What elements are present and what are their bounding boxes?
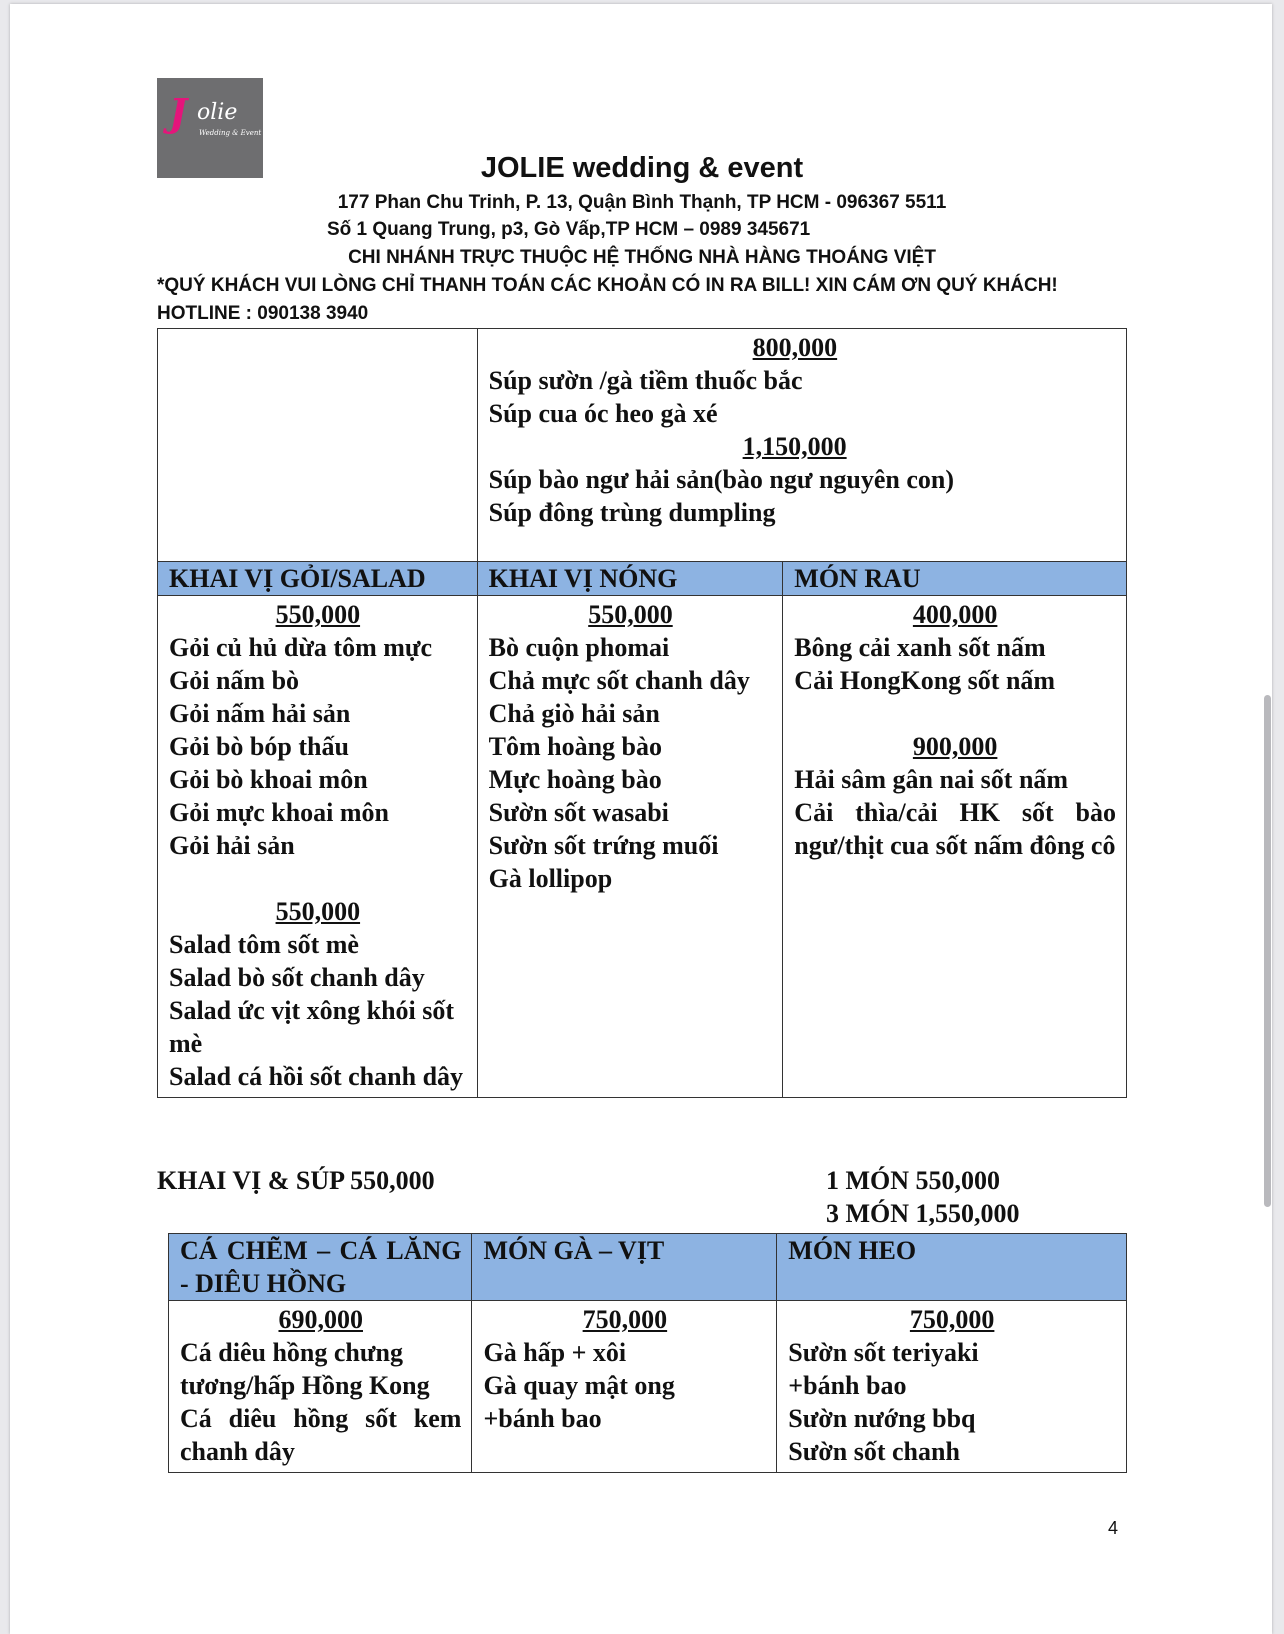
chicken-duck-cell <box>472 1301 777 1473</box>
price-label: 400,000 <box>912 600 998 629</box>
spacer <box>169 862 467 895</box>
appetizer-soup-price: KHAI VỊ & SÚP 550,000 <box>157 1166 435 1195</box>
menu-item: Hải sâm gân nai sốt nấm <box>794 765 1069 794</box>
menu-item: Cải HongKong sốt nấm <box>794 666 1056 695</box>
price-label: 550,000 <box>275 897 361 926</box>
price-label: 750,000 <box>582 1305 668 1334</box>
column-header: MÓN RAU <box>783 562 1127 596</box>
hot-appetizer-cell <box>477 596 783 1098</box>
column-header: MÓN GÀ – VỊT <box>472 1234 777 1301</box>
price-label: 1,150,000 <box>742 432 847 461</box>
menu-item: Gà quay mật ong +bánh bao <box>483 1371 675 1433</box>
menu-item: Gà hấp + xôi <box>483 1338 627 1367</box>
menu-item: Gỏi củ hủ dừa tôm mực <box>169 633 433 662</box>
payment-notice: *QUÝ KHÁCH VUI LÒNG CHỈ THANH TOÁN CÁC KHOẢN CÓ IN RA BILL! XIN CÁM ƠN QUÝ KHÁCH! <box>157 275 1058 296</box>
menu-item: Salad ức vịt xông khói sốt mè <box>169 996 455 1058</box>
page-title: JOLIE wedding & event <box>480 152 804 184</box>
menu-item: Gỏi nấm hải sản <box>169 699 351 728</box>
vertical-scrollbar[interactable] <box>1264 695 1271 1207</box>
table-row <box>169 1301 1127 1473</box>
column-header: KHAI VỊ NÓNG <box>477 562 783 596</box>
menu-item: Gà lollipop <box>488 864 613 893</box>
menu-item: Gỏi mực khoai môn <box>169 798 390 827</box>
logo-word: olie <box>197 100 238 125</box>
address-line-2: Số 1 Quang Trung, p3, Gò Vấp,TP HCM – 0989 345671 <box>327 219 811 240</box>
pork-cell <box>777 1301 1127 1473</box>
price-label: 550,000 <box>275 600 361 629</box>
price-label: 750,000 <box>909 1305 995 1334</box>
menu-item: Sườn sốt trứng muối <box>488 831 719 860</box>
menu-item: Sườn sốt teriyaki +bánh bao <box>788 1338 979 1400</box>
hotline: HOTLINE : 090138 3940 <box>157 303 369 324</box>
empty-cell <box>158 329 478 562</box>
menu-table-mains <box>168 1233 1127 1473</box>
menu-item: Mực hoàng bào <box>488 765 662 794</box>
menu-item: Gỏi bò bóp thấu <box>169 732 349 761</box>
table-row <box>158 596 1127 1098</box>
price-three-dishes: 3 MÓN 1,550,000 <box>826 1199 1020 1228</box>
menu-item: Cá diêu hồng chưng tương/hấp Hồng Kong <box>180 1338 430 1400</box>
menu-item: Sườn nướng bbq <box>788 1404 976 1433</box>
table-row-soup <box>158 329 1127 562</box>
page-number: 4 <box>1108 1518 1119 1538</box>
column-header: KHAI VỊ GỎI/SALAD <box>158 562 478 596</box>
price-label: 800,000 <box>752 333 838 362</box>
menu-item: Bông cải xanh sốt nấm <box>794 633 1046 662</box>
price-one-dish: 1 MÓN 550,000 <box>826 1166 1001 1195</box>
menu-item: Salad cá hồi sốt chanh dây <box>169 1062 464 1091</box>
table-header-row <box>169 1234 1127 1301</box>
menu-item: Sườn sốt chanh <box>788 1437 960 1466</box>
menu-item: Súp bào ngư hải sản(bào ngư nguyên con) <box>488 465 955 494</box>
address-line-1: 177 Phan Chu Trinh, P. 13, Quận Bình Thạnh, TP HCM - 096367 5511 <box>337 192 947 213</box>
vegetable-cell <box>783 596 1127 1098</box>
fish-cell <box>169 1301 472 1473</box>
column-header <box>169 1234 472 1301</box>
menu-item: Súp đông trùng dumpling <box>488 498 776 527</box>
menu-item: Chả giò hải sản <box>488 699 660 728</box>
menu-item: Bò cuộn phomai <box>488 633 670 662</box>
column-header: MÓN HEO <box>777 1234 1127 1301</box>
table-header-row <box>158 562 1127 596</box>
price-label: 690,000 <box>278 1305 363 1334</box>
menu-table-appetizers <box>157 328 1127 1098</box>
menu-item: Gỏi bò khoai môn <box>169 765 368 794</box>
soup-cell <box>477 329 1126 562</box>
menu-item: Tôm hoàng bào <box>488 732 663 761</box>
menu-item: Cải thìa/cải HK sốt bào ngư/thịt cua sốt nấm đông cô <box>794 798 1116 860</box>
menu-item: Gỏi hải sản <box>169 831 295 860</box>
menu-item: Súp sườn /gà tiềm thuốc bắc <box>488 366 803 395</box>
salad-cell <box>158 596 478 1098</box>
menu-item: Salad bò sốt chanh dây <box>169 963 425 992</box>
menu-item: Súp cua óc heo gà xé <box>488 399 718 428</box>
menu-item: Sườn sốt wasabi <box>488 798 669 827</box>
logo-tagline: Wedding & Event <box>199 129 262 137</box>
header-text: CÁ CHẼM – CÁ LĂNG - DIÊU HỒNG <box>180 1236 462 1298</box>
menu-item: Cá diêu hồng sốt kem chanh dây <box>180 1404 462 1466</box>
price-label: 900,000 <box>912 732 998 761</box>
logo-mark: J <box>169 90 187 135</box>
menu-item: Chả mực sốt chanh dây <box>488 666 750 695</box>
menu-item: Salad tôm sốt mè <box>169 930 359 959</box>
price-label: 550,000 <box>588 600 673 629</box>
branch-line: CHI NHÁNH TRỰC THUỘC HỆ THỐNG NHÀ HÀNG THOÁNG VIỆT <box>348 247 936 268</box>
menu-item: Gỏi nấm bò <box>169 666 300 695</box>
spacer <box>794 697 1116 730</box>
